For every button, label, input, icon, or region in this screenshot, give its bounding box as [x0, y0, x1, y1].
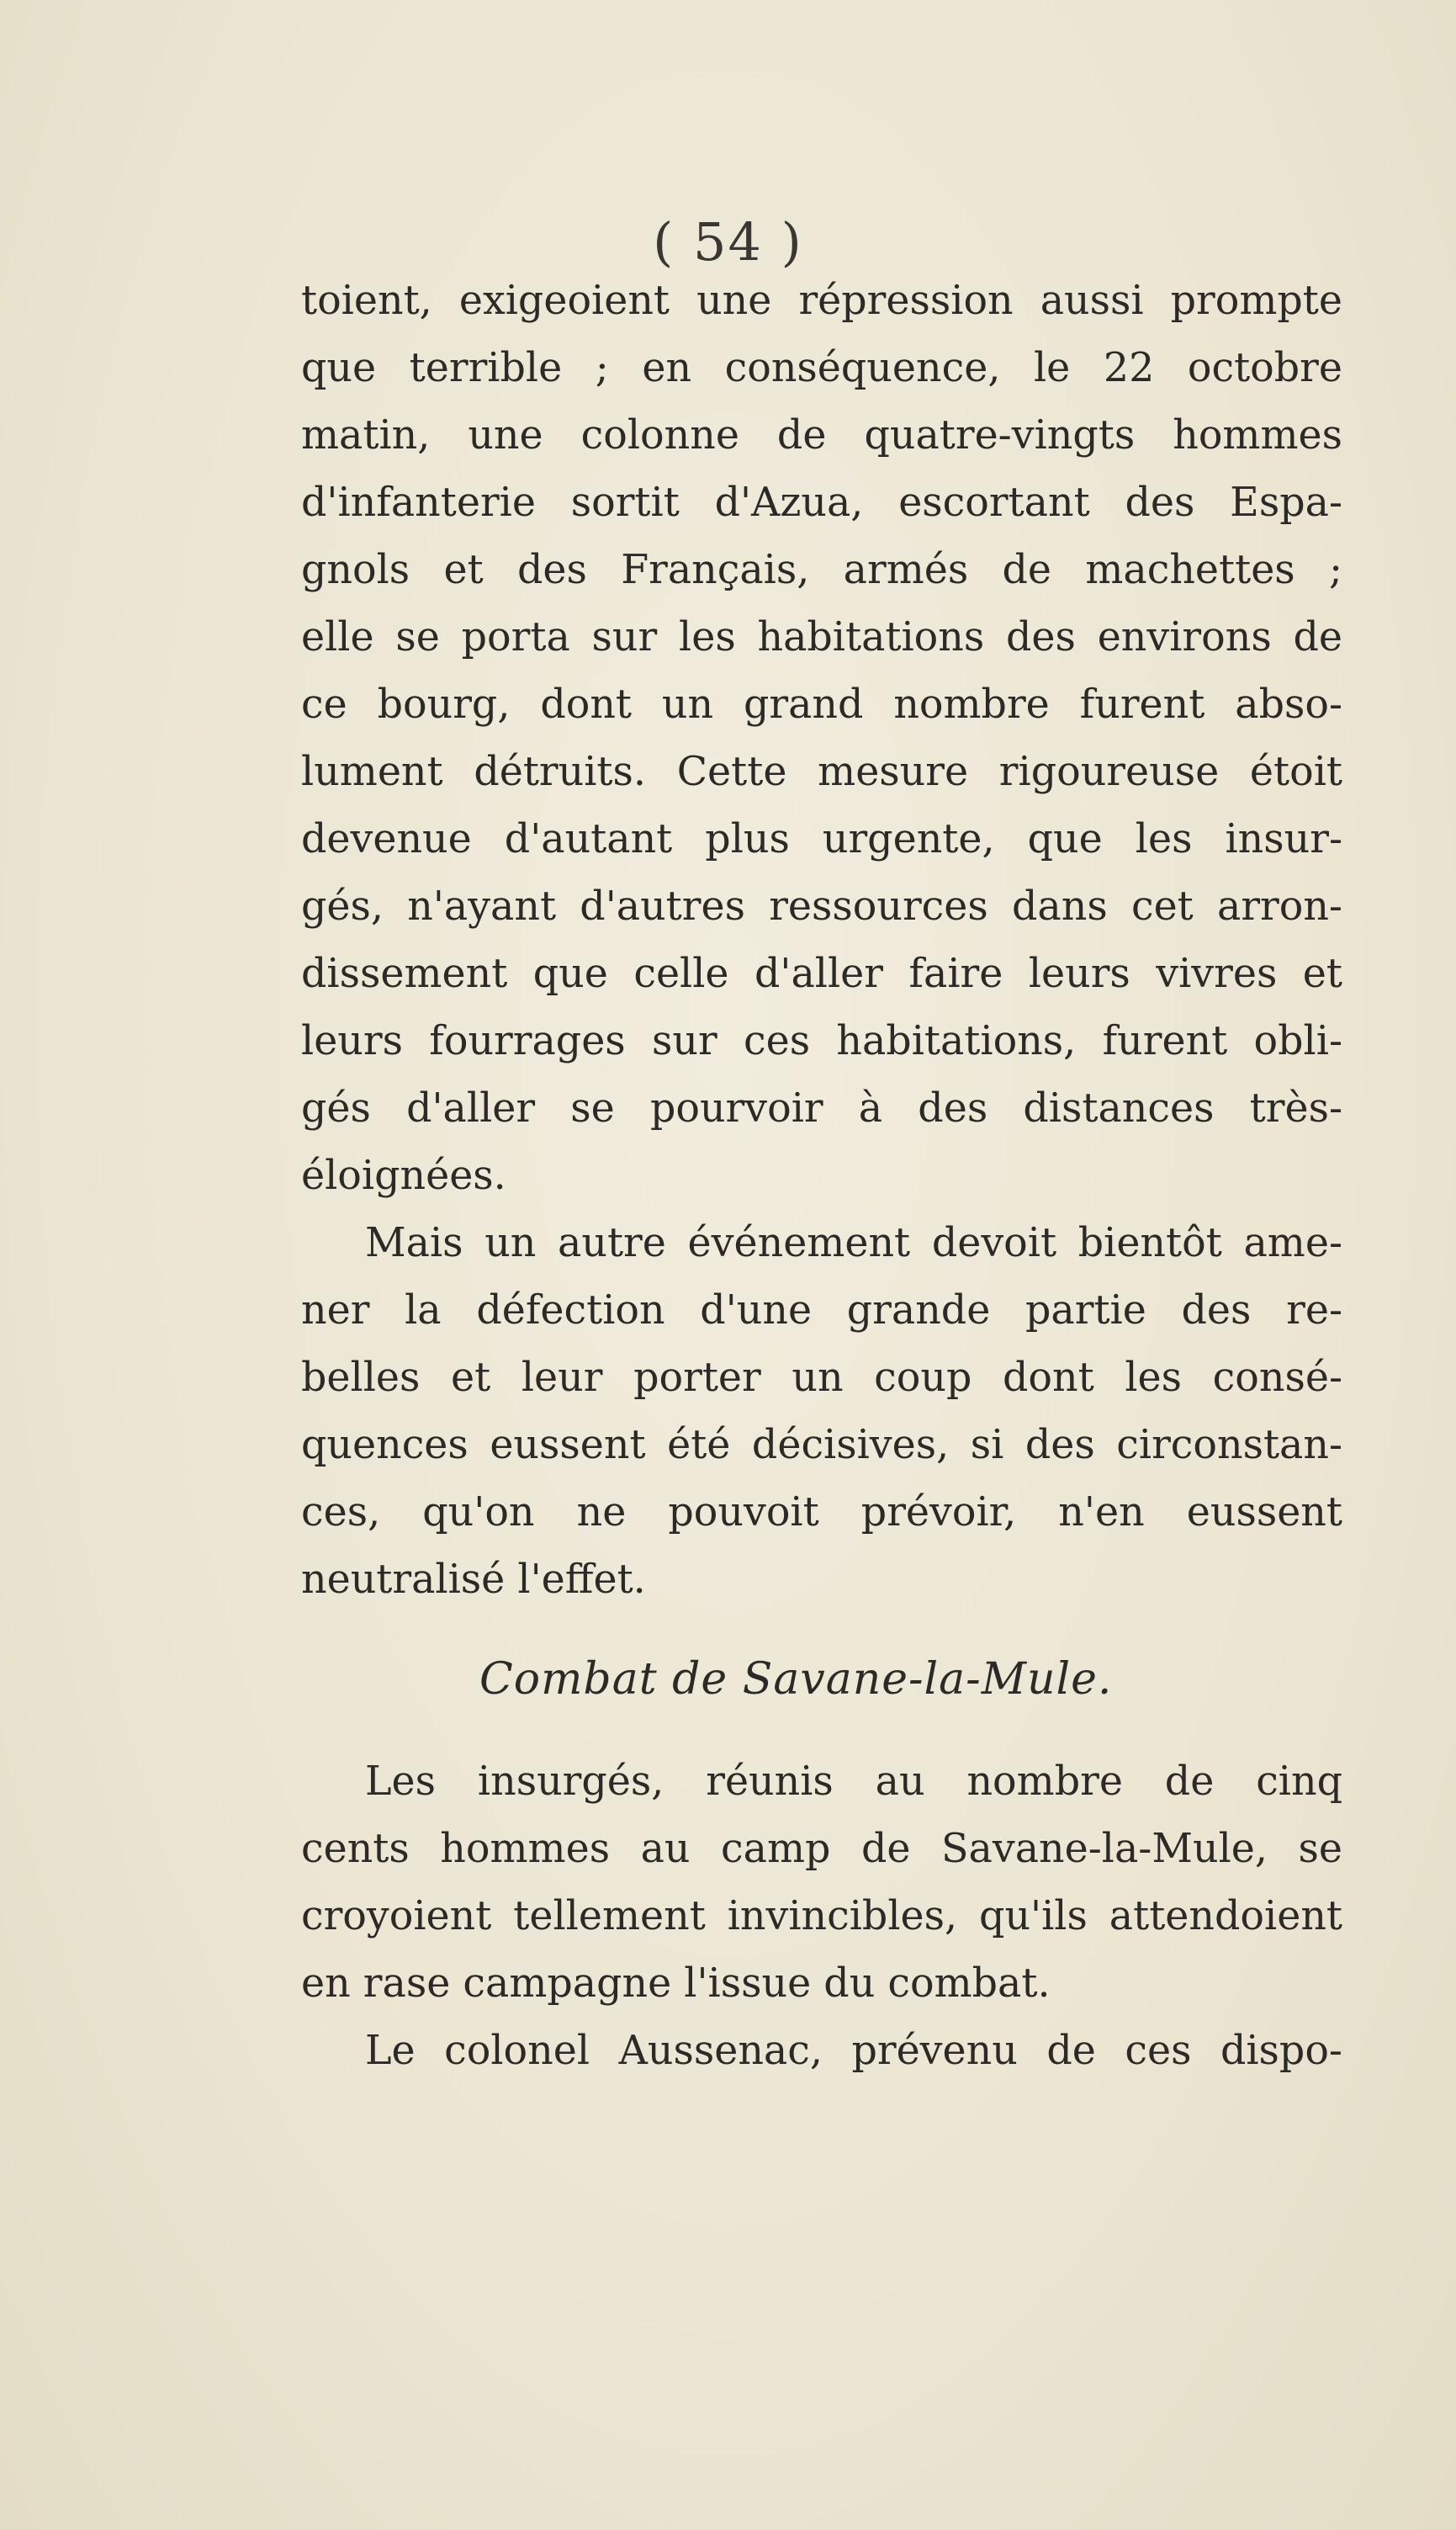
text-line: gés, n'ayant d'autres ressources dans cet arron-	[301, 883, 1342, 930]
text-line: dissement que celle d'aller faire leurs vivres et	[301, 951, 1342, 997]
text-line: cents hommes au camp de Savane-la-Mule, se	[301, 1826, 1342, 1872]
text-line: matin, une colonne de quatre-vingts hommes	[301, 412, 1342, 459]
text-line: Les insurgés, réunis au nombre de cinq	[365, 1758, 1342, 1805]
paragraph	[301, 268, 1342, 1210]
paragraph	[301, 2018, 1342, 2085]
page-number: ( 54 )	[653, 211, 803, 273]
body-text	[301, 268, 1342, 2085]
section-heading: Combat de Savane-la-Mule.	[479, 1654, 1113, 1705]
text-line: ces, qu'on ne pouvoit prévoir, n'en eussent	[301, 1489, 1342, 1536]
text-line: gés d'aller se pourvoir à des distances très-	[301, 1085, 1342, 1132]
text-line: ner la défection d'une grande partie des re-	[301, 1287, 1342, 1334]
text-line: gnols et des Français, armés de machettes ;	[301, 547, 1342, 593]
text-line: leurs fourrages sur ces habitations, furent obli-	[301, 1018, 1342, 1064]
paragraph	[301, 1210, 1342, 1614]
paragraph	[301, 1748, 1342, 2018]
text-line: Mais un autre événement devoit bientôt ame-	[365, 1220, 1342, 1266]
text-line: neutralisé l'effet.	[301, 1557, 646, 1603]
text-line: toient, exigeoient une répression aussi prompte	[301, 278, 1342, 324]
text-line: en rase campagne l'issue du combat.	[301, 1960, 1051, 2007]
text-line: belles et leur porter un coup dont les consé-	[301, 1355, 1342, 1401]
text-line: elle se porta sur les habitations des environs de	[301, 614, 1342, 660]
text-line: quences eussent été décisives, si des circonstan-	[301, 1422, 1342, 1468]
text-line: ce bourg, dont un grand nombre furent abso-	[301, 682, 1342, 728]
text-line: Le colonel Aussenac, prévenu de ces dispo-	[365, 2028, 1342, 2074]
text-line: lument détruits. Cette mesure rigoureuse étoit	[301, 749, 1342, 795]
text-line: devenue d'autant plus urgente, que les insur-	[301, 816, 1342, 862]
text-line: croyoient tellement invincibles, qu'ils attendoient	[301, 1893, 1342, 1939]
text-line: que terrible ; en conséquence, le 22 octobre	[301, 345, 1342, 391]
text-line: d'infanterie sortit d'Azua, escortant des Espa-	[301, 480, 1342, 526]
text-line: éloignées.	[301, 1153, 506, 1199]
